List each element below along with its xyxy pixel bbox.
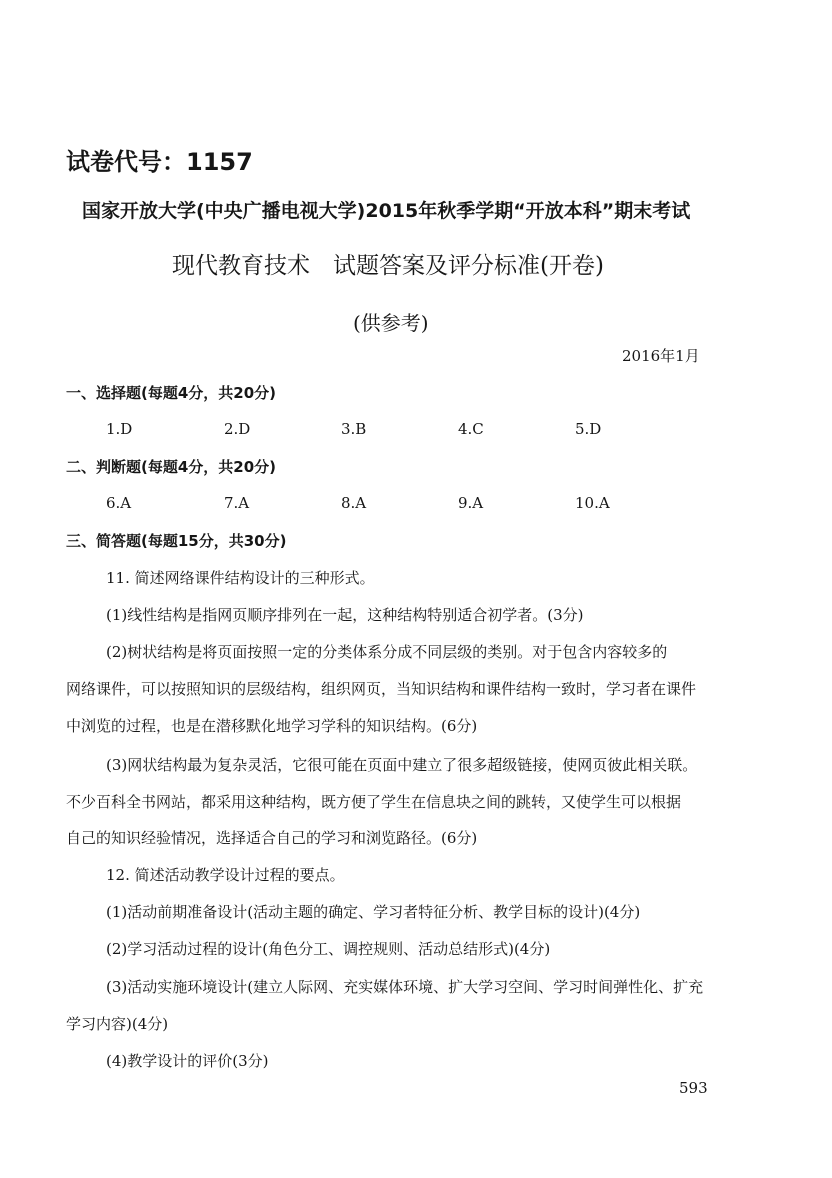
answer-item: 1.D [106,420,133,438]
answer-item: 5.D [575,420,602,438]
answer-item: 4.C [458,420,484,438]
section-heading-short-answer: 三、简答题(每题15分，共30分) [66,532,287,550]
answer-paragraph-line: (2)学习活动过程的设计(角色分工、调控规则、活动总结形式)(4分) [106,940,551,958]
exam-date: 2016年1月 [622,347,700,365]
answer-paragraph-line: (1)活动前期准备设计(活动主题的确定、学习者特征分析、教学目标的设计)(4分) [106,903,641,921]
answer-paragraph-line: 中浏览的过程，也是在潜移默化地学习学科的知识结构。(6分) [66,717,478,735]
question-12: 12. 简述活动教学设计过程的要点。 [106,866,345,884]
answer-item: 3.B [341,420,367,438]
exam-header: 国家开放大学(中央广播电视大学)2015年秋季学期“开放本科”期末考试 [82,200,691,222]
answer-item: 10.A [575,494,610,512]
answer-paragraph-line: (4)教学设计的评价(3分) [106,1052,269,1070]
answer-paragraph-line: 不少百科全书网站，都采用这种结构，既方便了学生在信息块之间的跳转，又使学生可以根据 [66,793,682,811]
answer-item: 9.A [458,494,484,512]
answer-paragraph-line: (3)网状结构最为复杂灵活，它很可能在页面中建立了很多超级链接，使网页彼此相关联。 [106,756,698,774]
answer-item: 8.A [341,494,367,512]
page-title: 现代教育技术 试题答案及评分标准(开卷) [172,253,604,279]
reference-note: (供参考) [353,311,429,335]
answer-paragraph-line: 学习内容)(4分) [66,1015,169,1033]
answer-item: 2.D [224,420,251,438]
page-number: 593 [679,1079,708,1097]
section-heading-choice: 一、选择题(每题4分，共20分) [66,384,277,402]
question-11: 11. 简述网络课件结构设计的三种形式。 [106,569,375,587]
answer-item: 7.A [224,494,250,512]
answer-paragraph-line: (2)树状结构是将页面按照一定的分类体系分成不同层级的类别。对于包含内容较多的 [106,643,668,661]
answer-paragraph-line: (1)线性结构是指网页顺序排列在一起，这种结构特别适合初学者。(3分) [106,606,584,624]
answer-paragraph-line: 网络课件，可以按照知识的层级结构，组织网页，当知识结构和课件结构一致时，学习者在课件 [66,680,697,698]
answer-paragraph-line: (3)活动实施环境设计(建立人际网、充实媒体环境、扩大学习空间、学习时间弹性化、扩充 [106,978,704,996]
exam-code: 试卷代号：1157 [66,148,253,176]
section-heading-judgement: 二、判断题(每题4分，共20分) [66,458,277,476]
answer-item: 6.A [106,494,132,512]
answer-paragraph-line: 自己的知识经验情况，选择适合自己的学习和浏览路径。(6分) [66,829,478,847]
